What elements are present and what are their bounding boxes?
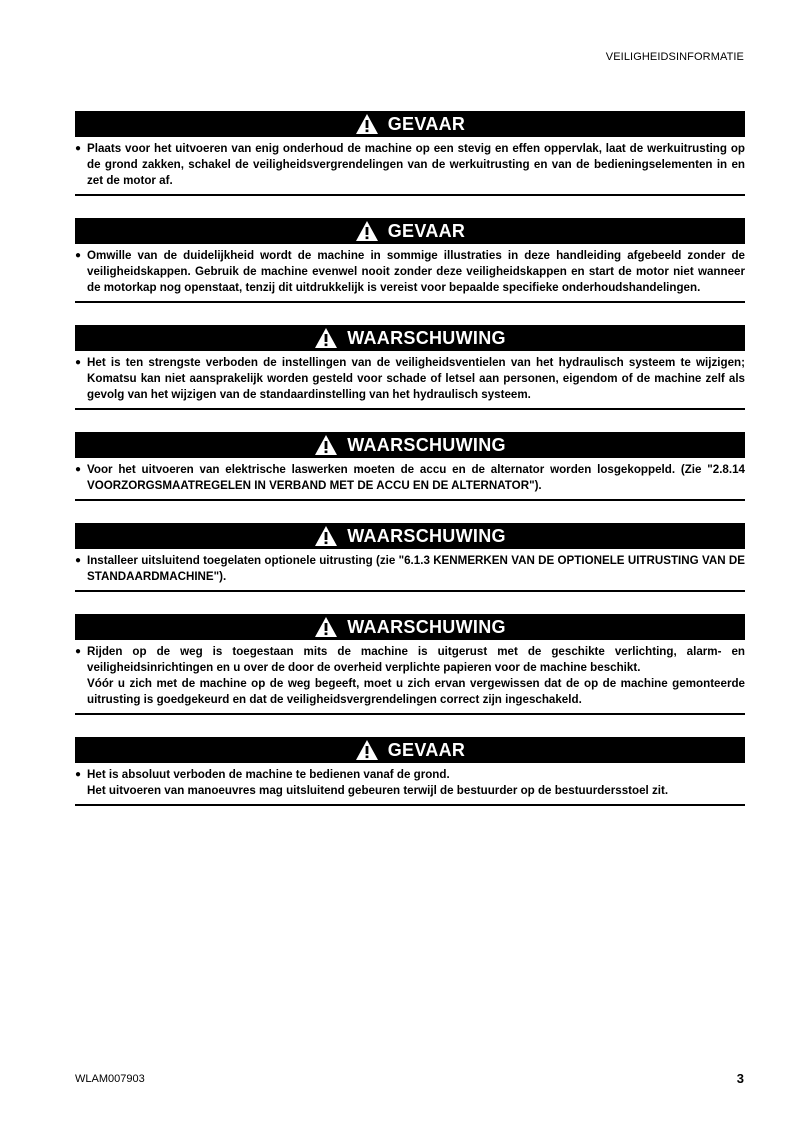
warning-triangle-icon: [314, 434, 338, 456]
bullet-icon: ●: [75, 769, 82, 780]
running-header: VEILIGHEIDSINFORMATIE: [605, 51, 744, 63]
warning-triangle-icon: [314, 525, 338, 547]
bullet-icon: ●: [75, 646, 82, 657]
signal-banner: [75, 432, 745, 458]
notice-text: Het is absoluut verboden de machine te bedienen vanaf de grond.: [87, 768, 450, 781]
list-item: [75, 462, 745, 494]
warning-triangle-icon: [355, 220, 379, 242]
list-item: [75, 644, 745, 708]
notice-body: [75, 244, 745, 303]
bullet-icon: ●: [75, 143, 82, 154]
signal-banner: [75, 523, 745, 549]
safety-notice-warning: [75, 614, 745, 715]
notice-text: Installeer uitsluitend toegelaten optionele uitrusting (zie "6.1.3 KENMERKEN VAN DE OPTIONELE UITRUSTING VAN DE STANDAARDMACHINE").: [87, 554, 745, 583]
signal-word: WAARSCHUWING: [347, 434, 506, 455]
warning-triangle-icon: [314, 616, 338, 638]
signal-word: GEVAAR: [387, 113, 466, 134]
signal-word: WAARSCHUWING: [347, 327, 506, 348]
signal-word: GEVAAR: [387, 739, 466, 760]
list-item: [75, 141, 745, 189]
notice-text: Omwille van de duidelijkheid wordt de machine in sommige illustraties in deze handleiding afgebeeld zonder de veiligheidskappen. Gebruik de machine evenwel nooit zonder deze veiligheidskappen en start de motor niet wanneer de motorkap nog openstaat, tenzij dit uitdrukkelijk is vereist voor bepaalde specifieke onderhoudshandelingen.: [87, 249, 745, 294]
safety-notice-warning: [75, 523, 745, 592]
list-item: [75, 553, 745, 585]
notice-body: [75, 137, 745, 196]
notice-body: [75, 763, 745, 806]
signal-banner: [75, 218, 745, 244]
safety-notice-danger: [75, 111, 745, 196]
warning-triangle-icon: [355, 113, 379, 135]
signal-word: GEVAAR: [387, 220, 466, 241]
notice-body: [75, 351, 745, 410]
signal-banner: [75, 737, 745, 763]
notice-text: Het is ten strengste verboden de instellingen van de veiligheidsventielen van het hydraulisch systeem te wijzigen; Komatsu kan niet aansprakelijk worden gesteld voor schade of letsel aan personen, eigendom of de machine zelf als gevolg van het wijzigen van de standaardinstelling van het hydraulisch systeem.: [87, 356, 745, 401]
signal-banner: [75, 325, 745, 351]
safety-notice-danger: [75, 218, 745, 303]
safety-notice-warning: [75, 432, 745, 501]
document-code: WLAM007903: [75, 1073, 145, 1085]
notice-text: Plaats voor het uitvoeren van enig onderhoud de machine op een stevig en effen oppervlak, laat de werkuitrusting op de grond zakken, schakel de veiligheidsvergrendelingen van de werkuitrusting en van de bedieningselementen in en zet de motor af.: [87, 142, 745, 187]
bullet-icon: ●: [75, 464, 82, 475]
bullet-icon: ●: [75, 357, 82, 368]
safety-notice-danger: [75, 737, 745, 806]
notice-text: Vóór u zich met de machine op de weg begeeft, moet u zich ervan vergewissen dat de op de machine gemonteerde uitrusting is goedgekeurd en dat de veiligheidsvergrendelingen correct zijn ingeschakeld.: [87, 677, 745, 706]
list-item: [75, 767, 745, 799]
page-number: 3: [736, 1071, 744, 1086]
signal-word: WAARSCHUWING: [347, 525, 506, 546]
notice-text: Het uitvoeren van manoeuvres mag uitsluitend gebeuren terwijl de bestuurder op de bestuurdersstoel zit.: [87, 784, 669, 797]
notice-text: Voor het uitvoeren van elektrische laswerken moeten de accu en de alternator worden losgekoppeld. (Zie "2.8.14 VOORZORGSMAATREGELEN IN VERBAND MET DE ACCU EN DE ALTERNATOR").: [87, 463, 745, 492]
notice-body: [75, 549, 745, 592]
signal-banner: [75, 111, 745, 137]
signal-banner: [75, 614, 745, 640]
bullet-icon: ●: [75, 250, 82, 261]
warning-triangle-icon: [314, 327, 338, 349]
safety-notice-warning: [75, 325, 745, 410]
list-item: [75, 248, 745, 296]
notice-body: [75, 640, 745, 715]
notice-body: [75, 458, 745, 501]
signal-word: WAARSCHUWING: [347, 616, 506, 637]
notice-text: Rijden op de weg is toegestaan mits de machine is uitgerust met de geschikte verlichting, alarm- en veiligheidsinrichtingen en u over de door de overheid verplichte papieren voor de machine beschikt.: [87, 645, 745, 674]
safety-sections: [75, 111, 745, 828]
warning-triangle-icon: [355, 739, 379, 761]
bullet-icon: ●: [75, 555, 82, 566]
list-item: [75, 355, 745, 403]
